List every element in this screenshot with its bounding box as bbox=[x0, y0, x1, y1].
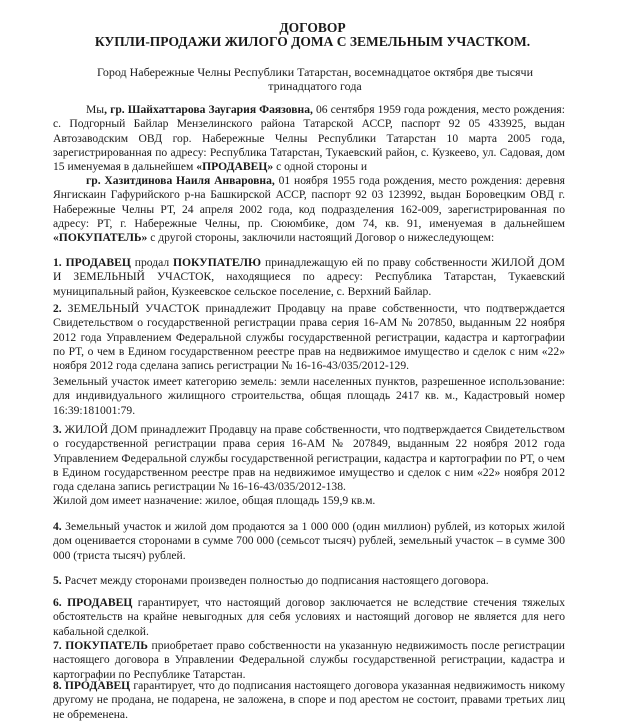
text: 01 ноября 1955 года рождения, место рождения: деревня Янгискаин Гафурийского р-на Башкирской АССР, паспорт 92 03 123992, выдан Боровецким ОВД г. Набережные Челны РТ, 24 апреля 2002 года, код подразделения 162-009, зарегистрированная по адресу: РТ, г. Набережные Челны, пр. Сююмбике, дом 74, кв. 91, именуемая в дальнейшем bbox=[53, 174, 565, 230]
text: продал bbox=[130, 256, 174, 269]
clause-6 bbox=[53, 596, 565, 639]
bold-text: 6. ПРОДАВЕЦ bbox=[53, 596, 133, 609]
text: ЖИЛОЙ ДОМ принадлежит Продавцу на праве собственности, что подтверждается Свидетельством о государственной регистрации права серия 16-АМ № 207849, выданным 22 ноября 2012 года Управлением Федеральной службы государственной регистрации, кадастра и картографии по РТ, о чем в Едином государственном реестре прав на недвижимое имущество и сделок с ним «22» ноября 2012 года сделана запись регистрации № 16-16-43/035/2012-138. bbox=[53, 423, 565, 494]
text: ЗЕМЕЛЬНЫЙ УЧАСТОК принадлежит Продавцу на праве собственности, что подтверждается Свидетельством о государственной регистрации права серия 16-АМ № 207850, выданным 22 ноября 2012 года Управлением Федеральной службы государственной регистрации, кадастра и картографии по РТ, о чем в Едином государственном реестре прав на недвижимое имущество и сделок с ним «22» ноября 2012 года сделана запись регистрации № 16-16-43/035/2012-129. bbox=[53, 302, 565, 373]
text: 06 сентября 1959 года рождения, место рождения: с. Подгорный Байлар Мензелинского района Татарской АССР, паспорт 92 05 433925, выдан Автозаводским ОВД гор. Набережные Челны Республики Татарстан 10 марта 2005 года, зарегистрированная по адресу: Республика Татарстан, Тукаевский район, с. Кузкеево, ул. Садовая, дом 15 именуемая в дальнейшем bbox=[53, 103, 565, 174]
clause-2 bbox=[53, 302, 565, 373]
house-details bbox=[53, 494, 565, 508]
clause-8 bbox=[53, 679, 565, 722]
clause-1 bbox=[53, 256, 565, 299]
text: Земельный участок и жилой дом продаются за 1 000 000 (один миллион) рублей, из которых жилой дом оценивается сторонами в сумме 700 000 (семьсот тысяч) рублей, земельный участок – в сумме 300 000 (триста тысяч) рублей. bbox=[53, 520, 565, 562]
bold-text: , гр. Шайхаттарова Заугария Фаязовна, bbox=[104, 103, 313, 116]
clause-7 bbox=[53, 639, 565, 682]
bold-text: «ПОКУПАТЕЛЬ» bbox=[53, 231, 148, 245]
bold-text: 7. ПОКУПАТЕЛЬ bbox=[53, 639, 148, 652]
bold-text: 1. ПРОДАВЕЦ bbox=[53, 256, 131, 269]
text: Земельный участок имеет категорию земель: земли населенных пунктов, разрешенное использование: для индивидуального жилищного строительства, общая площадь 2417 кв. м., Кадастровый номер 16:39:181001:79. bbox=[53, 375, 565, 417]
text: Жилой дом имеет назначение: жилое, общая площадь 159,9 кв.м. bbox=[53, 494, 376, 507]
text: с другой стороны, заключили настоящий Договор о нижеследующем: bbox=[147, 231, 495, 245]
document-title: ДОГОВОР bbox=[279, 20, 346, 35]
text: приобретает право собственности на указанную недвижимость после регистрации настоящего договора в Управлении Федеральной службы государственной регистрации, кадастра и картографии по Республике Татарстан. bbox=[53, 639, 565, 681]
bold-text: ПОКУПАТЕЛЮ bbox=[173, 256, 262, 269]
bold-text: 4. bbox=[53, 520, 62, 533]
text: гарантирует, что настоящий договор заключается не вследствие стечения тяжелых обстоятельств на крайне невыгодных для себя условиях и настоящий договор не является для него кабальной сделкой. bbox=[53, 596, 565, 638]
bold-text: «ПРОДАВЕЦ» bbox=[196, 160, 274, 174]
text: принадлежащую ей по праву собственности ЖИЛОЙ ДОМ И ЗЕМЕЛЬНЫЙ УЧАСТОК, находящиеся по адресу: Республика Татарстан, Тукаевский муниципальный район, Кузкеевское сельское поселение, с. Верхний Байлар. bbox=[53, 256, 565, 298]
bold-text: 2. bbox=[53, 302, 62, 315]
text: Расчет между сторонами произведен полностью до подписания настоящего договора. bbox=[61, 574, 489, 587]
text: гарантирует, что до подписания настоящего договора указанная недвижимость никому другому не продана, не подарена, не заложена, в споре и под арестом не состоит, правами третьих лиц не обременена. bbox=[53, 679, 566, 721]
bold-text: 3. bbox=[53, 423, 62, 436]
clause-5 bbox=[53, 574, 565, 588]
document-subtitle: КУПЛИ-ПРОДАЖИ ЖИЛОГО ДОМА С ЗЕМЕЛЬНЫМ УЧАСТКОМ. bbox=[94, 34, 531, 49]
paragraph-party-buyer bbox=[53, 174, 565, 245]
land-details bbox=[53, 375, 565, 418]
city-date-line: Город Набережные Челны Республики Татарстан, восемнадцатое октября две тысячи тринадцатого года bbox=[96, 65, 534, 94]
bold-text: 8. ПРОДАВЕЦ bbox=[53, 679, 131, 692]
clause-4 bbox=[53, 520, 565, 563]
bold-text: 5. bbox=[53, 574, 62, 587]
text: Мы bbox=[86, 103, 105, 116]
bold-text: гр. Хазитдинова Наиля Анваровна, bbox=[86, 174, 275, 187]
text: с одной стороны и bbox=[273, 160, 368, 174]
paragraph-party-seller bbox=[53, 103, 565, 174]
clause-3 bbox=[53, 423, 565, 494]
